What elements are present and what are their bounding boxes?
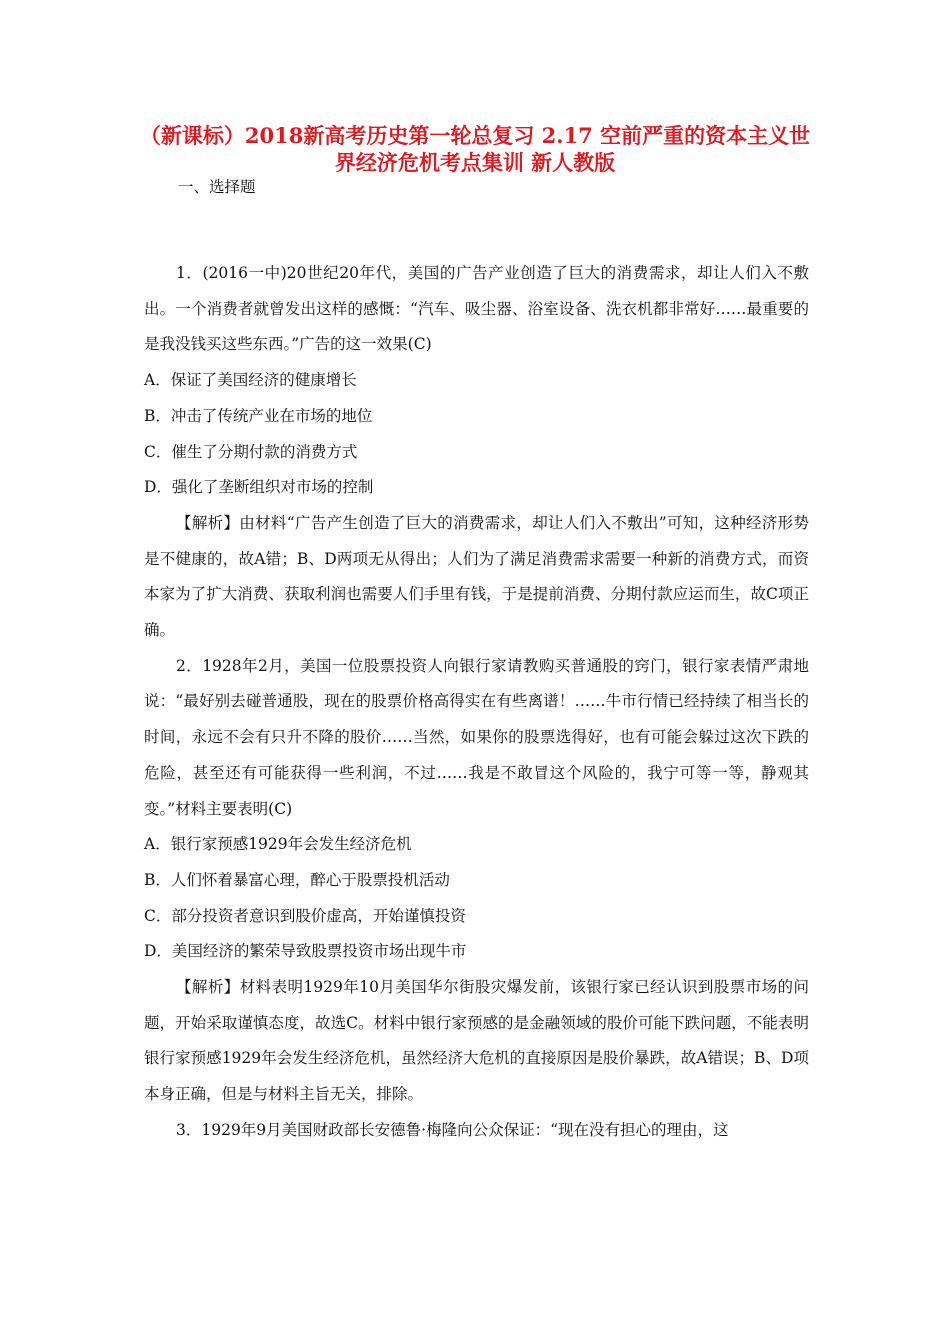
question-1-stem: 1．(2016一中)20世纪20年代，美国的广告产业创造了巨大的消费需求，却让人们入不敷出。一个消费者就曾发出这样的感慨：“汽车、吸尘器、浴室设备、洗衣机都非常好……最重要的是我没钱买这些东西。”广告的这一效果(C) [144,264,809,354]
question-1-option-b: B．冲击了传统产业在市场的地位 [144,406,373,425]
document-title: （新课标）2018新高考历史第一轮总复习 2.17 空前严重的资本主义世界经济危机考点集训 新人教版 [139,123,811,175]
question-2-option-d: D．美国经济的繁荣导致股票投资市场出现牛市 [144,942,467,961]
question-1-option-c: C．催生了分期付款的消费方式 [144,442,358,461]
question-1-option-a: A．保证了美国经济的健康增长 [144,371,357,390]
question-2-option-a: A．银行家预感1929年会发生经济危机 [144,835,412,854]
section-heading: 一、选择题 [178,178,256,196]
question-3-stem: 3．1929年9月美国财政部长安德鲁·梅隆向公众保证：“现在没有担心的理由，这 [176,1120,729,1139]
question-2-option-b: B．人们怀着暴富心理，醉心于股票投机活动 [144,870,450,889]
document-body [144,256,809,1149]
question-1-analysis: 【解析】由材料“广告产生创造了巨大的消费需求，却让人们入不敷出”可知，这种经济形势是不健康的，故A错；B、D两项无从得出；人们为了满足消费需求需要一种新的消费方式，而资本家为了扩大消费、获取利润也需要人们手里有钱，于是提前消费、分期付款应运而生，故C项正确。 [144,513,809,640]
question-1-option-d: D．强化了垄断组织对市场的控制 [144,478,374,497]
question-2-stem: 2．1928年2月，美国一位股票投资人向银行家请教购买普通股的窍门，银行家表情严肃地说：“最好别去碰普通股，现在的股票价格高得实在有些离谱！……牛市行情已经持续了相当长的时间，永远不会有只升不降的股价……当然，如果你的股票选得好，也有可能会躲过这次下跌的危险，甚至还有可能获得一些利润，不过……我是不敢冒这个风险的，我宁可等一等，静观其变。”材料主要表明(C) [144,656,809,818]
question-2-option-c: C．部分投资者意识到股价虚高，开始谨慎投资 [144,906,466,925]
question-2-analysis: 【解析】材料表明1929年10月美国华尔街股灾爆发前，该银行家已经认识到股票市场的问题，开始采取谨慎态度，故选C。材料中银行家预感的是金融领域的股价可能下跌问题，不能表明银行家预感1929年会发生经济危机，虽然经济大危机的直接原因是股价暴跌，故A错误；B、D项本身正确，但是与材料主旨无关，排除。 [144,978,809,1104]
